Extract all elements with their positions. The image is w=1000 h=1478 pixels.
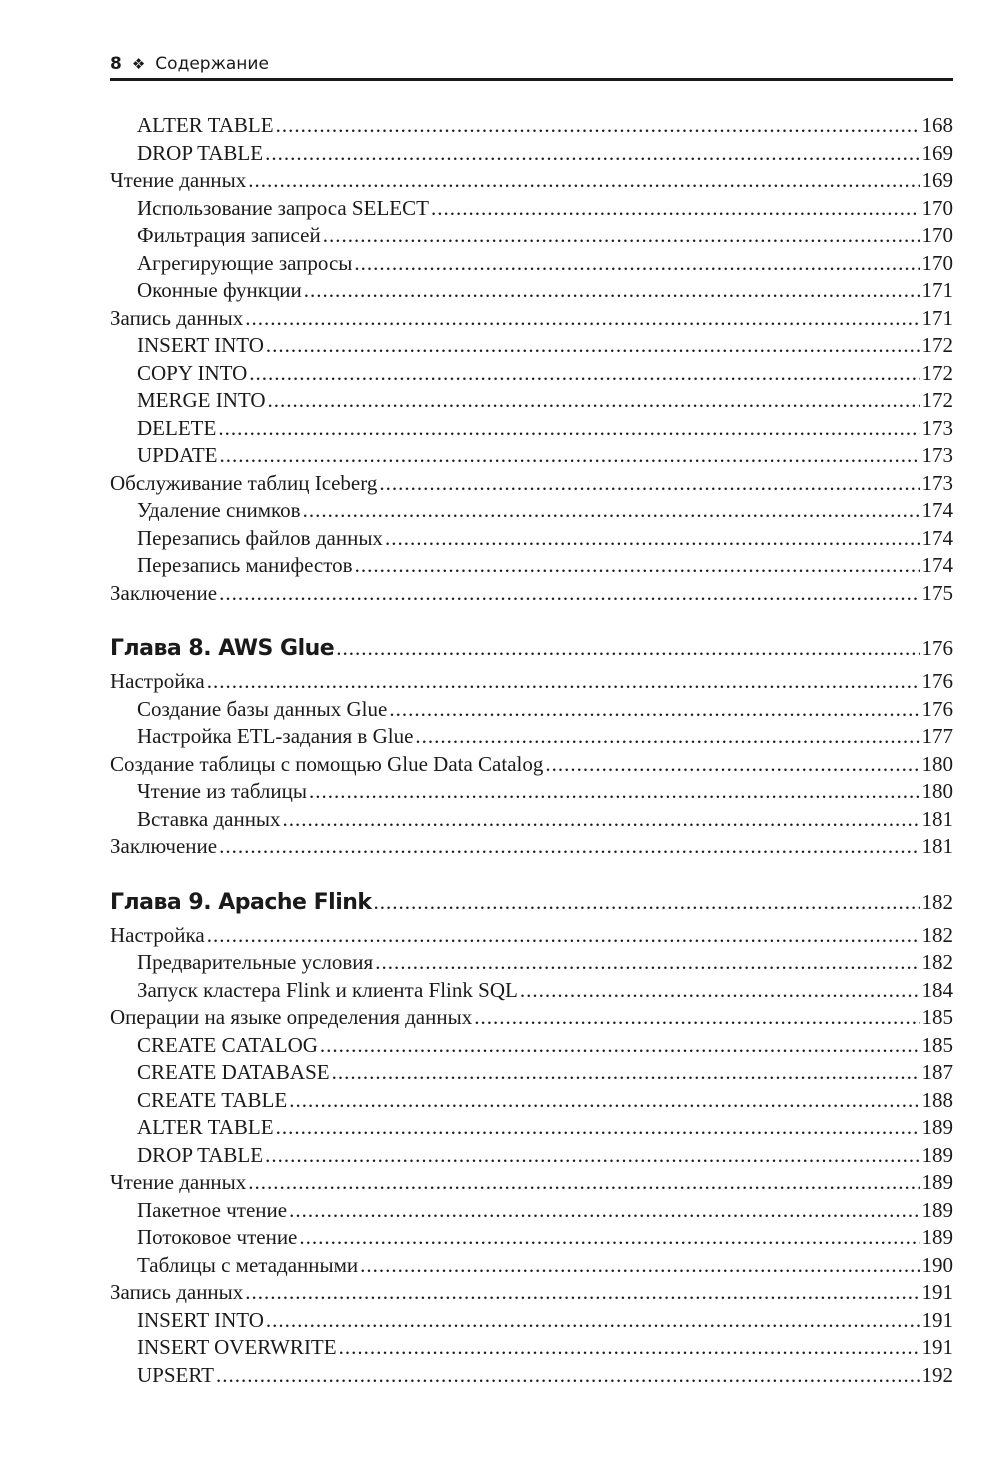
dot-leader	[520, 977, 920, 1005]
entry-page: 171	[921, 278, 953, 302]
toc-entry[interactable]	[110, 442, 953, 470]
entry-title: ALTER TABLE	[137, 113, 274, 137]
toc-entry[interactable]	[110, 1197, 953, 1225]
entry-title: Настройка ETL-задания в Glue	[137, 724, 414, 748]
toc-entry[interactable]	[110, 332, 953, 360]
toc-entry[interactable]	[110, 1004, 953, 1032]
entry-title: INSERT INTO	[137, 1307, 264, 1332]
entry-page: 180	[921, 779, 953, 803]
entry-page: 185	[921, 1032, 953, 1057]
dot-leader	[265, 140, 919, 168]
dot-leader	[332, 1059, 920, 1087]
entry-title: Запись данных	[110, 1280, 244, 1304]
entry-title: Создание базы данных Glue	[137, 696, 388, 721]
entry-page: 187	[921, 1060, 953, 1084]
toc-entry[interactable]	[110, 112, 953, 140]
dot-leader	[375, 949, 919, 977]
dot-leader	[218, 415, 919, 443]
toc-entry[interactable]	[110, 360, 953, 388]
entry-page: 182	[921, 922, 953, 947]
dot-leader	[389, 696, 919, 724]
dot-leader	[339, 1334, 920, 1362]
entry-title: CREATE TABLE	[137, 1087, 288, 1112]
dot-leader	[207, 922, 920, 950]
entry-title: ALTER TABLE	[137, 1115, 274, 1139]
toc-entry[interactable]	[110, 751, 953, 779]
entry-page: 173	[921, 415, 953, 440]
entry-title: Настройка	[110, 669, 205, 693]
toc-entry[interactable]	[110, 277, 953, 305]
entry-page: 189	[921, 1225, 953, 1249]
dot-leader	[289, 1087, 919, 1115]
entry-page: 176	[921, 669, 953, 693]
toc-entry[interactable]	[110, 497, 953, 525]
chapter-heading[interactable]	[110, 885, 953, 919]
toc-entry[interactable]	[110, 1362, 953, 1390]
toc-entry[interactable]	[110, 305, 953, 333]
toc-entry[interactable]	[110, 1114, 953, 1142]
entry-page: 190	[921, 1252, 953, 1277]
dot-leader	[320, 1032, 920, 1060]
entry-page: 170	[921, 223, 953, 247]
entry-title: UPDATE	[137, 443, 218, 467]
entry-title: MERGE INTO	[137, 388, 266, 412]
toc-entry[interactable]	[110, 696, 953, 724]
toc-entry[interactable]	[110, 806, 953, 834]
entry-title: Вставка данных	[137, 806, 281, 831]
entry-page: 169	[921, 140, 953, 165]
dot-leader	[268, 387, 920, 415]
toc-entry[interactable]	[110, 723, 953, 751]
dot-leader	[336, 631, 919, 665]
dot-leader	[289, 1197, 919, 1225]
entry-title: COPY INTO	[137, 360, 248, 385]
toc-entry[interactable]	[110, 922, 953, 950]
dot-leader	[219, 833, 919, 861]
entry-page: 172	[921, 360, 953, 385]
dot-leader	[415, 723, 919, 751]
entry-title: Заключение	[110, 580, 218, 605]
dot-leader	[309, 778, 920, 806]
dot-leader	[216, 1362, 920, 1390]
entry-page: 192	[921, 1362, 953, 1387]
toc-entry[interactable]	[110, 1252, 953, 1280]
entry-title: DELETE	[137, 415, 217, 440]
toc-entry[interactable]	[110, 778, 953, 806]
entry-page: 174	[921, 498, 953, 522]
chapter-heading[interactable]	[110, 631, 953, 665]
toc-entry[interactable]	[110, 1087, 953, 1115]
dot-leader	[276, 112, 920, 140]
dot-leader	[248, 167, 919, 195]
entry-title: Перезапись файлов данных	[137, 525, 383, 550]
dot-leader	[385, 525, 920, 553]
entry-title: INSERT INTO	[137, 333, 264, 357]
dot-leader	[266, 332, 920, 360]
entry-title: Использование запроса SELECT	[137, 195, 429, 220]
entry-page: 173	[921, 443, 953, 467]
entry-title: UPSERT	[137, 1362, 214, 1387]
toc-entry[interactable]	[110, 1334, 953, 1362]
dot-leader	[245, 305, 919, 333]
entry-page: 189	[921, 1115, 953, 1139]
dot-leader	[220, 442, 920, 470]
dot-leader	[207, 668, 920, 696]
entry-page: 170	[921, 195, 953, 220]
toc-entry[interactable]	[110, 1059, 953, 1087]
toc-entry[interactable]	[110, 167, 953, 195]
entry-page: 189	[921, 1170, 953, 1194]
chapter-page: 182	[921, 889, 953, 914]
entry-page: 189	[921, 1197, 953, 1222]
toc-entry[interactable]	[110, 552, 953, 580]
entry-page: 171	[921, 305, 953, 330]
toc-entry[interactable]	[110, 525, 953, 553]
entry-title: Таблицы с метаданными	[137, 1252, 359, 1277]
entry-title: DROP TABLE	[137, 140, 264, 165]
toc-entry[interactable]	[110, 1032, 953, 1060]
toc-entry[interactable]	[110, 668, 953, 696]
entry-title: CREATE CATALOG	[137, 1032, 318, 1057]
entry-title: Настройка	[110, 922, 205, 947]
entry-title: Перезапись манифестов	[137, 553, 353, 577]
dot-leader	[219, 580, 919, 608]
entry-page: 191	[921, 1335, 953, 1359]
entry-title: Операции на языке определения данных	[110, 1005, 473, 1029]
entry-title: Обслуживание таблиц Iceberg	[110, 470, 378, 495]
entry-page: 184	[921, 977, 953, 1002]
entry-page: 175	[921, 580, 953, 605]
toc-entry[interactable]	[110, 222, 953, 250]
entry-title: Агрегирующие запросы	[137, 250, 353, 275]
entry-page: 182	[921, 950, 953, 974]
entry-title: Оконные функции	[137, 278, 302, 302]
toc-entry[interactable]	[110, 470, 953, 498]
entry-page: 172	[921, 333, 953, 357]
toc-entry[interactable]	[110, 1169, 953, 1197]
entry-page: 189	[921, 1142, 953, 1167]
entry-page: 188	[921, 1087, 953, 1112]
entry-title: Заключение	[110, 834, 218, 858]
entry-page: 174	[921, 525, 953, 550]
ornament-icon: ❖	[131, 55, 146, 73]
toc-entry[interactable]	[110, 250, 953, 278]
table-of-contents	[110, 112, 953, 1389]
toc-entry[interactable]	[110, 415, 953, 443]
entry-page: 181	[921, 806, 953, 831]
dot-leader	[304, 277, 920, 305]
entry-page: 173	[921, 470, 953, 495]
dot-leader	[431, 195, 920, 223]
entry-page: 185	[921, 1005, 953, 1029]
entry-page: 168	[921, 113, 953, 137]
toc-entry[interactable]	[110, 1142, 953, 1170]
toc-entry[interactable]	[110, 1279, 953, 1307]
toc-entry[interactable]	[110, 140, 953, 168]
entry-title: Запись данных	[110, 305, 244, 330]
toc-entry[interactable]	[110, 833, 953, 861]
dot-leader	[276, 1114, 920, 1142]
entry-page: 172	[921, 388, 953, 412]
dot-leader	[545, 751, 919, 779]
dot-leader	[245, 1279, 919, 1307]
entry-title: Чтение из таблицы	[137, 779, 307, 803]
dot-leader	[249, 360, 919, 388]
toc-entry[interactable]	[110, 387, 953, 415]
dot-leader	[355, 552, 920, 580]
dot-leader	[474, 1004, 919, 1032]
dot-leader	[248, 1169, 919, 1197]
entry-page: 176	[921, 696, 953, 721]
dot-leader	[299, 1224, 919, 1252]
dot-leader	[374, 885, 920, 919]
chapter-title: Глава 8. AWS Glue	[110, 636, 335, 661]
toc-entry[interactable]	[110, 1307, 953, 1335]
entry-title: Чтение данных	[110, 168, 247, 192]
entry-title: Пакетное чтение	[137, 1197, 288, 1222]
chapter-title: Глава 9. Apache Flink	[110, 889, 372, 915]
entry-page: 169	[921, 168, 953, 192]
running-header	[110, 50, 953, 81]
dot-leader	[379, 470, 919, 498]
entry-page: 180	[921, 751, 953, 776]
entry-page: 181	[921, 834, 953, 858]
dot-leader	[360, 1252, 919, 1280]
toc-entry[interactable]	[110, 1224, 953, 1252]
entry-page: 174	[921, 553, 953, 577]
entry-title: Чтение данных	[110, 1170, 247, 1194]
dot-leader	[283, 806, 920, 834]
entry-page: 191	[921, 1280, 953, 1304]
toc-entry[interactable]	[110, 949, 953, 977]
entry-title: INSERT OVERWRITE	[137, 1335, 337, 1359]
page-number: 8	[110, 54, 122, 74]
dot-leader	[303, 497, 920, 525]
dot-leader	[354, 250, 919, 278]
entry-page: 177	[921, 724, 953, 748]
entry-title: Создание таблицы с помощью Glue Data Catalog	[110, 751, 544, 776]
toc-entry[interactable]	[110, 977, 953, 1005]
entry-title: CREATE DATABASE	[137, 1060, 330, 1084]
toc-entry[interactable]	[110, 580, 953, 608]
entry-title: Удаление снимков	[137, 498, 301, 522]
entry-title: Фильтрация записей	[137, 223, 321, 247]
toc-entry[interactable]	[110, 195, 953, 223]
entry-title: Предварительные условия	[137, 950, 374, 974]
entry-title: Запуск кластера Flink и клиента Flink SQL	[137, 977, 518, 1002]
dot-leader	[323, 222, 920, 250]
entry-page: 191	[921, 1307, 953, 1332]
entry-page: 170	[921, 250, 953, 275]
dot-leader	[265, 1142, 919, 1170]
chapter-page: 176	[921, 636, 953, 660]
running-header-title: Содержание	[155, 54, 269, 74]
entry-title: DROP TABLE	[137, 1142, 264, 1167]
dot-leader	[266, 1307, 920, 1335]
entry-title: Потоковое чтение	[137, 1225, 298, 1249]
